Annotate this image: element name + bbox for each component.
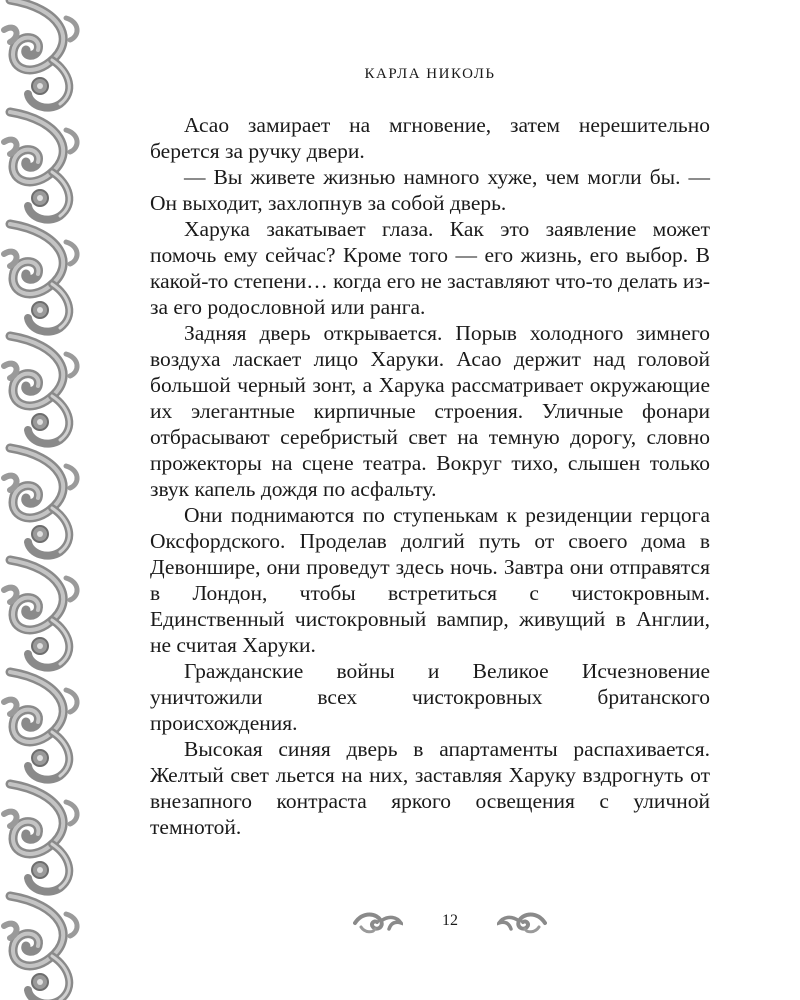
page-number: 12 [442,912,458,929]
paragraph: Высокая синяя дверь в апартаменты распахивается. Желтый свет льется на них, заставляя Харуку вздрогнуть от внезапного контраста яркого освещения с уличной темнотой. [150,737,710,839]
page-footer [325,905,575,941]
paragraph: Задняя дверь открывается. Порыв холодного зимнего воздуха ласкает лицо Харуки. Асао держит над головой большой черный зонт, а Харука рассматривает окружающие их элегантные кирпичные строения. Уличные фонари отбрасывают серебристый свет на темную дорогу, словно прожекторы на сцене театра. Вокруг тихо, слышен только звук капель дождя по асфальту. [150,321,710,501]
right-flourish-icon [497,909,547,935]
acanthus-ornament [0,0,84,1000]
decorative-border [0,0,84,1000]
paragraph: Асао замирает на мгновение, затем нерешительно берется за ручку двери. [150,113,710,163]
paragraph: Они поднимаются по ступенькам к резиденции герцога Оксфордского. Проделав долгий путь от своего дома в Девоншире, они проведут здесь ночь. Завтра они отправятся в Лондон, чтобы встретиться с чистокровным. Единственный чистокровный вампир, живущий в Англии, не считая Харуки. [150,503,710,657]
paragraph: — Вы живете жизнью намного хуже, чем могли бы. — Он выходит, захлопнув за собой дверь. [150,165,710,215]
paragraph: Харука закатывает глаза. Как это заявление может помочь ему сейчас? Кроме того — его жизнь, его выбор. В какой-то степени… когда его не заставляют что-то делать из-за его родословной или ранга. [150,217,710,319]
running-head-author: КАРЛА НИКОЛЬ [364,66,496,82]
paragraph: Гражданские войны и Великое Исчезновение уничтожили всех чистокровных британского происхождения. [150,659,710,735]
body-text [150,112,710,840]
